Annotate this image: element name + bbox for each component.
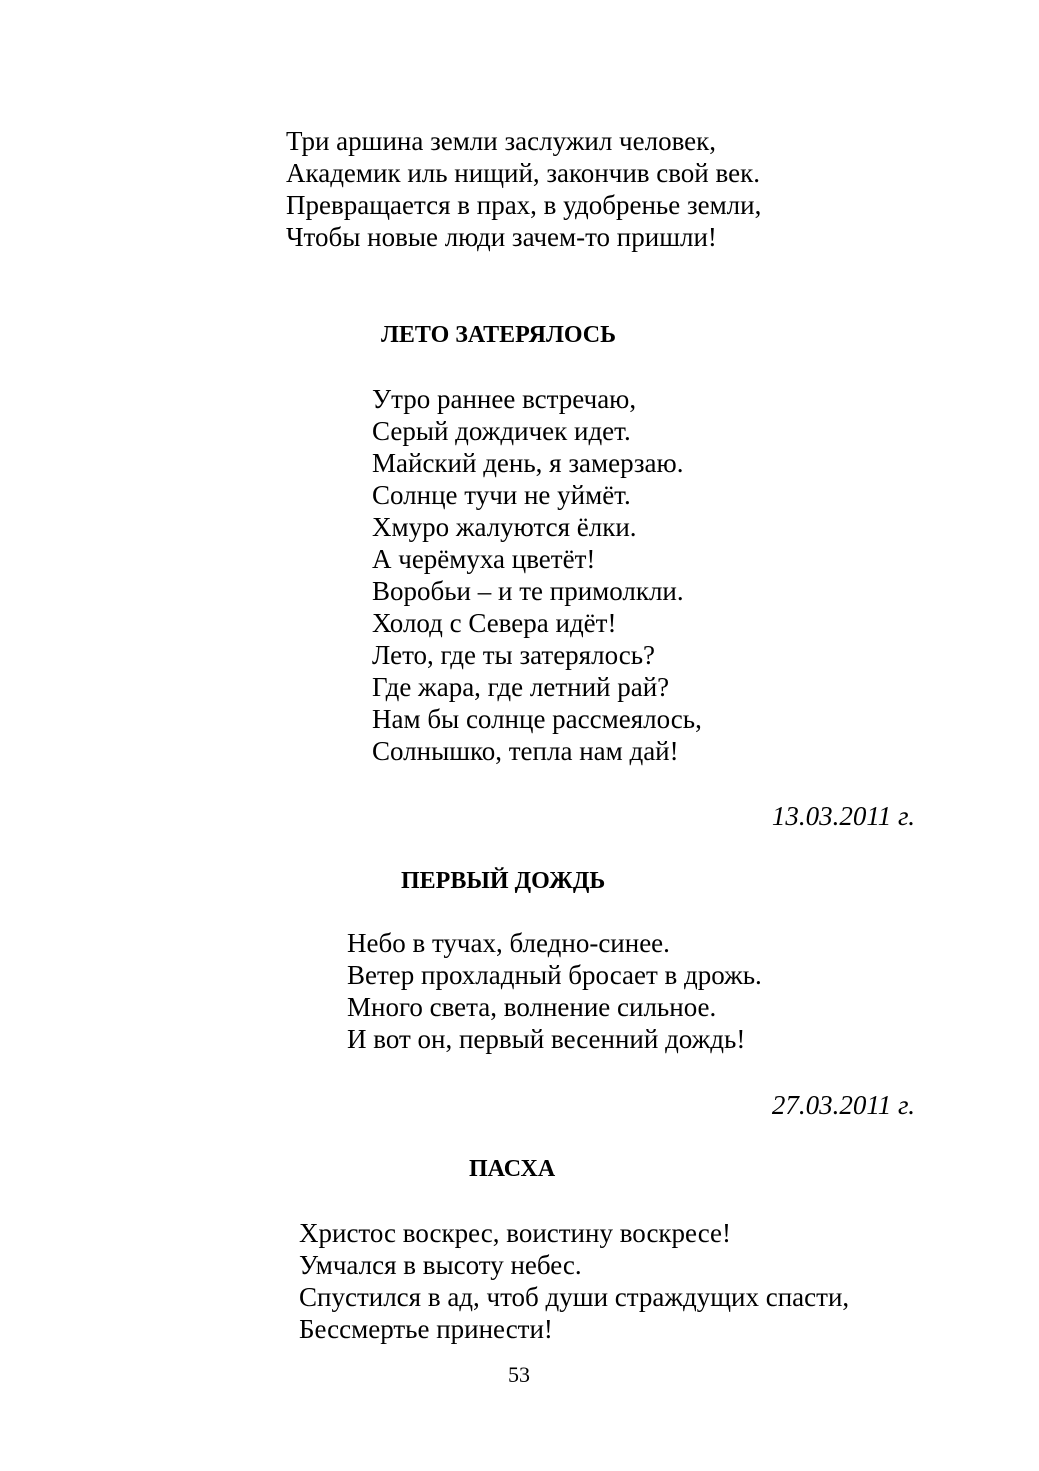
poem-line: Христос воскрес, воистину воскресе! (299, 1218, 731, 1248)
poem-line: Ветер прохладный бросает в дрожь. (347, 960, 762, 990)
poem-line: Лето, где ты затерялось? (372, 640, 656, 670)
poem-date-summer: 13.03.2011 г. (771, 801, 915, 831)
poem-body-summer (372, 383, 702, 767)
poem-title-summer: ЛЕТО ЗАТЕРЯЛОСЬ (381, 322, 616, 348)
poem-line: Умчался в высоту небес. (299, 1250, 582, 1280)
poem-line: Бессмертье принести! (299, 1314, 553, 1344)
poem-line: Небо в тучах, бледно-синее. (347, 928, 670, 958)
poem-title-rain: ПЕРВЫЙ ДОЖДЬ (401, 868, 606, 894)
stanza-line: Превращается в прах, в удобренье земли, (286, 190, 762, 220)
stanza-line: Три аршина земли заслужил человек, (286, 126, 717, 156)
poem-line: Солнце тучи не уймёт. (372, 480, 631, 510)
poem-line: Много света, волнение сильное. (347, 992, 717, 1022)
poem-body-easter (299, 1217, 849, 1345)
stanza-line: Академик иль нищий, закончив свой век. (286, 158, 760, 188)
poem-line: Солнышко, тепла нам дай! (372, 736, 679, 766)
poem-body-rain (347, 927, 762, 1055)
poem-title-easter: ПАСХА (469, 1156, 556, 1182)
intro-stanza (286, 125, 761, 253)
poem-line: Где жара, где летний рай? (372, 672, 670, 702)
poem-line: Спустился в ад, чтоб души страждущих спасти, (299, 1282, 850, 1312)
poem-line: А черёмуха цветёт! (372, 544, 596, 574)
poem-line: Утро раннее встречаю, (372, 384, 637, 414)
poem-line: Воробьи – и те примолкли. (372, 576, 684, 606)
poem-line: Серый дождичек идет. (372, 416, 631, 446)
stanza-line: Чтобы новые люди зачем-то пришли! (286, 222, 717, 252)
poem-line: Хмуро жалуются ёлки. (372, 512, 637, 542)
page-number: 53 (508, 1362, 530, 1387)
poem-line: Майский день, я замерзаю. (372, 448, 684, 478)
poem-line: Холод с Севера идёт! (372, 608, 617, 638)
poem-date-rain: 27.03.2011 г. (771, 1090, 915, 1120)
poem-line: И вот он, первый весенний дождь! (347, 1024, 746, 1054)
poem-line: Нам бы солнце рассмеялось, (372, 704, 702, 734)
